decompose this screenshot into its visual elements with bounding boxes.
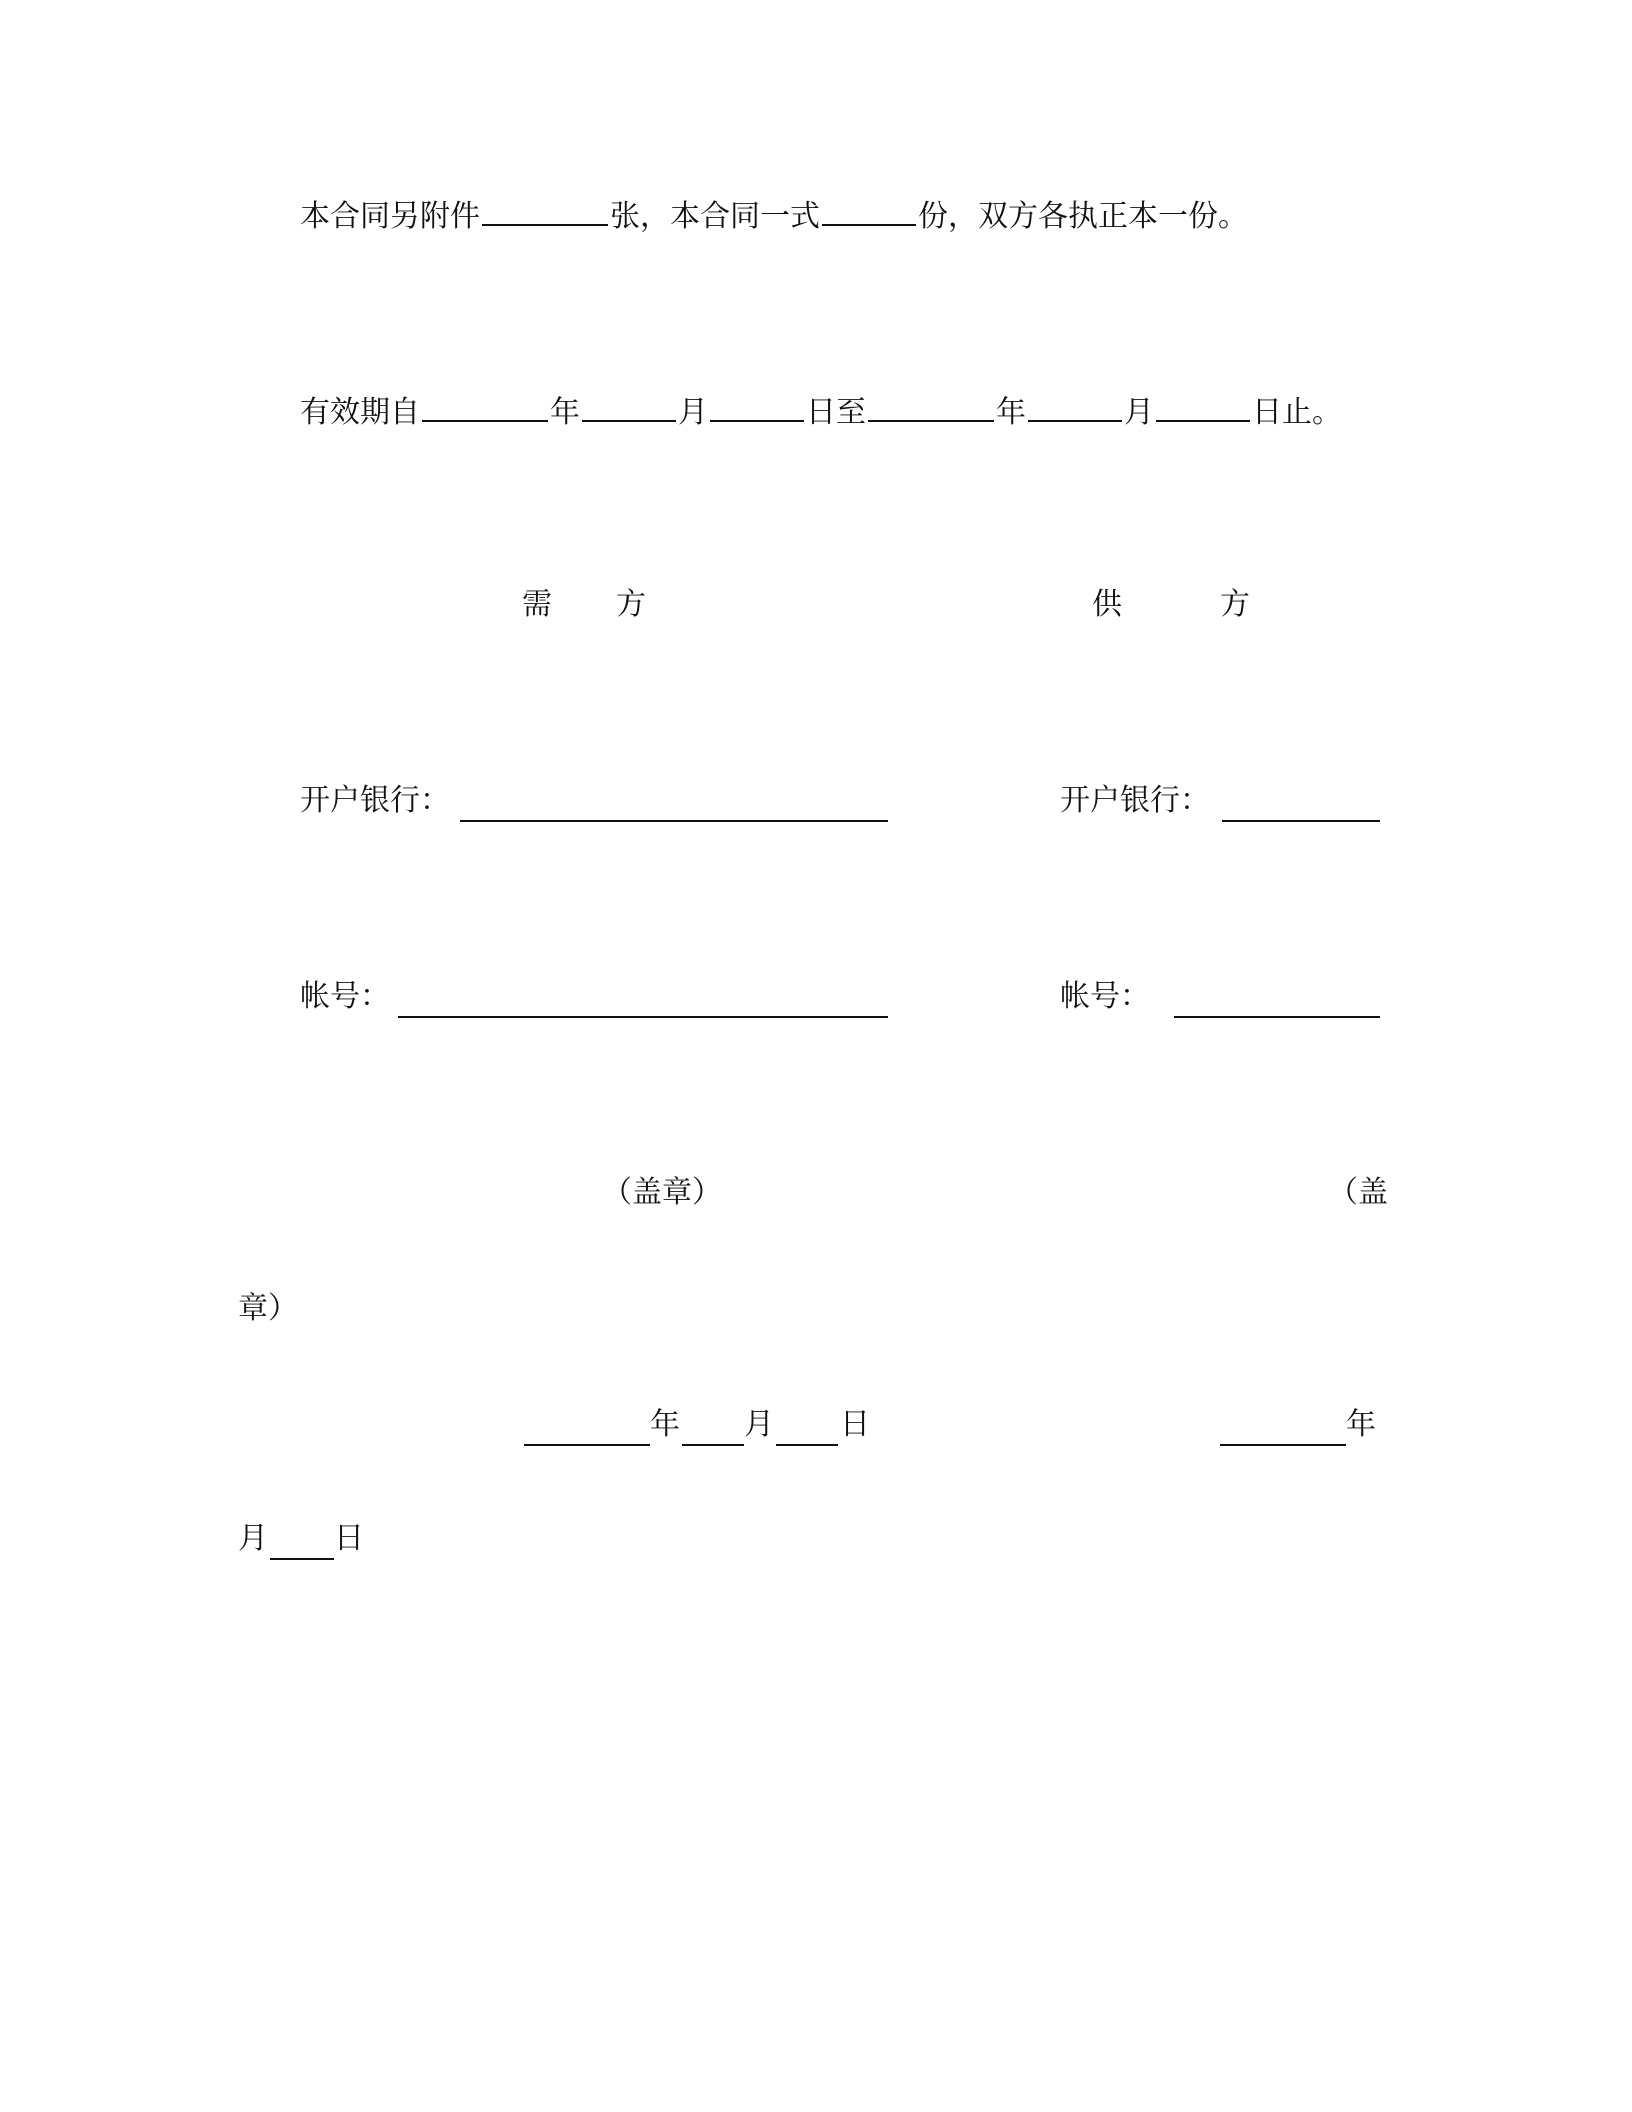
buyer-date-day-label: 日 bbox=[840, 1407, 870, 1442]
buyer-heading-char1: 需 bbox=[522, 587, 552, 622]
start-year-blank[interactable] bbox=[422, 394, 548, 422]
attachments-count-blank[interactable] bbox=[482, 198, 608, 226]
supplier-seal-line1: （盖 bbox=[1328, 1175, 1388, 1210]
buyer-date-month-label: 月 bbox=[744, 1407, 774, 1442]
validity-month2-label: 月 bbox=[1124, 395, 1154, 430]
buyer-account-label: 帐号： bbox=[300, 979, 390, 1014]
supplier-date-year-blank[interactable] bbox=[1220, 1444, 1346, 1446]
buyer-date-day-blank[interactable] bbox=[776, 1444, 838, 1446]
buyer-date-year-blank[interactable] bbox=[524, 1444, 650, 1446]
buyer-date-month-blank[interactable] bbox=[682, 1444, 744, 1446]
supplier-date-year-label: 年 bbox=[1346, 1407, 1376, 1442]
validity-year2-label: 年 bbox=[996, 395, 1026, 430]
end-year-blank[interactable] bbox=[868, 394, 994, 422]
end-day-blank[interactable] bbox=[1156, 394, 1250, 422]
supplier-bank-field[interactable] bbox=[1222, 820, 1380, 822]
attachments-clause bbox=[300, 198, 1248, 232]
supplier-date-day-blank[interactable] bbox=[270, 1558, 334, 1560]
buyer-heading-char2: 方 bbox=[616, 587, 646, 622]
supplier-account-label: 帐号： bbox=[1060, 979, 1150, 1014]
validity-year-label: 年 bbox=[550, 395, 580, 430]
validity-prefix: 有效期自 bbox=[300, 395, 420, 430]
attachments-prefix: 本合同另附件 bbox=[300, 199, 480, 234]
start-day-blank[interactable] bbox=[710, 394, 804, 422]
supplier-heading-char2: 方 bbox=[1220, 587, 1250, 622]
copies-count-blank[interactable] bbox=[822, 198, 916, 226]
buyer-account-field[interactable] bbox=[398, 1016, 888, 1018]
validity-month-label: 月 bbox=[678, 395, 708, 430]
supplier-seal-line2: 章） bbox=[238, 1291, 298, 1326]
validity-day-to-label: 日至 bbox=[806, 395, 866, 430]
attachments-middle: 张，本合同一式 bbox=[610, 199, 820, 234]
supplier-bank-label: 开户银行： bbox=[1060, 783, 1210, 818]
supplier-date-day-label: 日 bbox=[334, 1521, 364, 1556]
start-month-blank[interactable] bbox=[582, 394, 676, 422]
buyer-date-year-label: 年 bbox=[650, 1407, 680, 1442]
buyer-seal: （盖章） bbox=[602, 1175, 722, 1210]
supplier-heading-char1: 供 bbox=[1092, 587, 1122, 622]
validity-clause bbox=[300, 394, 1342, 428]
supplier-account-field[interactable] bbox=[1174, 1016, 1380, 1018]
buyer-bank-field[interactable] bbox=[460, 820, 888, 822]
end-month-blank[interactable] bbox=[1028, 394, 1122, 422]
validity-end-label: 日止。 bbox=[1252, 395, 1342, 430]
attachments-suffix: 份，双方各执正本一份。 bbox=[918, 199, 1248, 234]
supplier-date-month-label: 月 bbox=[238, 1521, 268, 1556]
buyer-bank-label: 开户银行： bbox=[300, 783, 450, 818]
